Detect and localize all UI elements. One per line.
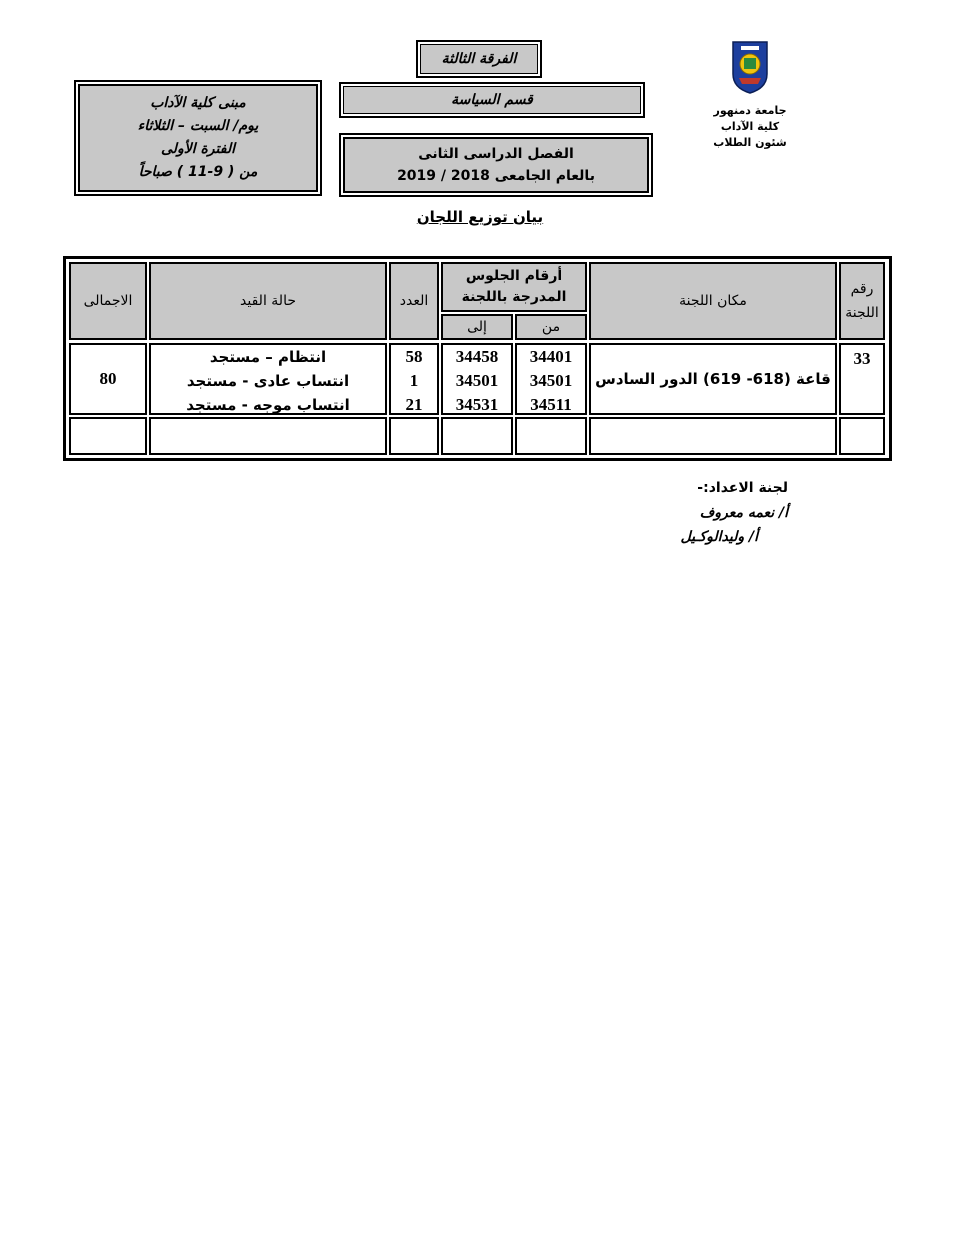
empty-cell	[441, 417, 513, 455]
header-text: المدرجة باللجنة	[461, 289, 567, 305]
building-line: الفترة الأولى	[161, 141, 235, 157]
year-label-box	[420, 44, 538, 74]
total-value: 80	[69, 343, 147, 415]
header-text: حالة القيد	[240, 293, 296, 309]
seat-to-value: 34458	[455, 347, 499, 366]
header-text: الاجمالى	[83, 293, 133, 309]
report-title: بيان توزيع اللجان	[416, 208, 544, 226]
term-line: الفصل الدراسى الثانى	[418, 146, 574, 162]
count-value: 21	[405, 395, 423, 414]
status-value: انتساب موجه - مستجد	[186, 396, 350, 414]
committee-number: 33	[839, 343, 885, 415]
header-count	[389, 262, 439, 340]
university-logo-icon	[731, 40, 769, 94]
signatures-title: لجنة الاعداد:-	[697, 480, 788, 496]
department-box	[343, 86, 641, 114]
header-to	[441, 314, 513, 340]
institution-line: جامعة دمنهور	[713, 104, 787, 117]
building-line: من ( 9-11 ) صباحاً	[138, 164, 258, 180]
header-location	[589, 262, 837, 340]
building-line: مبنى كلية الآداب	[150, 95, 246, 111]
term-box	[343, 137, 649, 193]
header-text: أرقام الجلوس	[465, 268, 563, 284]
seat-to-value: 34501	[455, 371, 499, 390]
header-text: إلى	[467, 319, 487, 335]
header-seat-numbers	[441, 262, 587, 312]
header-committee-no	[839, 262, 885, 340]
signature-name: أ/ وليدالوكـيل	[680, 529, 758, 545]
seat-from-column	[515, 343, 587, 415]
building-line: يوم/ السبت – الثلاثاء	[137, 118, 259, 134]
year-label: الفرقة الثالثة	[441, 51, 517, 67]
count-value: 58	[405, 347, 423, 366]
term-line: بالعام الجامعى 2018 / 2019	[397, 168, 595, 184]
status-value: انتساب عادى - مستجد	[186, 372, 350, 390]
seat-from-value: 34501	[529, 371, 573, 390]
building-box	[78, 84, 318, 192]
institution-line: شئون الطلاب	[713, 136, 787, 149]
empty-cell	[69, 417, 147, 455]
empty-cell	[839, 417, 885, 455]
header-text: رقم	[850, 281, 874, 297]
seat-to-column	[441, 343, 513, 415]
institution-line: كلية الآداب	[720, 120, 780, 133]
count-column	[389, 343, 439, 415]
seat-from-value: 34401	[529, 347, 573, 366]
header-text: العدد	[399, 293, 429, 309]
seat-to-value: 34531	[455, 395, 499, 414]
signature-name: أ/ نعمه معروف	[699, 505, 788, 521]
header-text: من	[541, 319, 561, 335]
header-total	[69, 262, 147, 340]
empty-cell	[589, 417, 837, 455]
count-value: 1	[409, 371, 419, 390]
header-status	[149, 262, 387, 340]
empty-cell	[515, 417, 587, 455]
committee-location	[589, 343, 837, 415]
empty-cell	[149, 417, 387, 455]
status-column	[149, 343, 387, 415]
empty-cell	[389, 417, 439, 455]
department-label: قسم السياسة	[451, 92, 533, 108]
header-from	[515, 314, 587, 340]
header-text: اللجنة	[845, 305, 879, 321]
committee-table	[63, 256, 892, 461]
location-text: قاعة (618- 619) الدور السادس	[595, 370, 831, 388]
status-value: انتظام – مستجد	[209, 348, 327, 366]
header-text: مكان اللجنة	[679, 293, 747, 309]
seat-from-value: 34511	[530, 395, 572, 414]
